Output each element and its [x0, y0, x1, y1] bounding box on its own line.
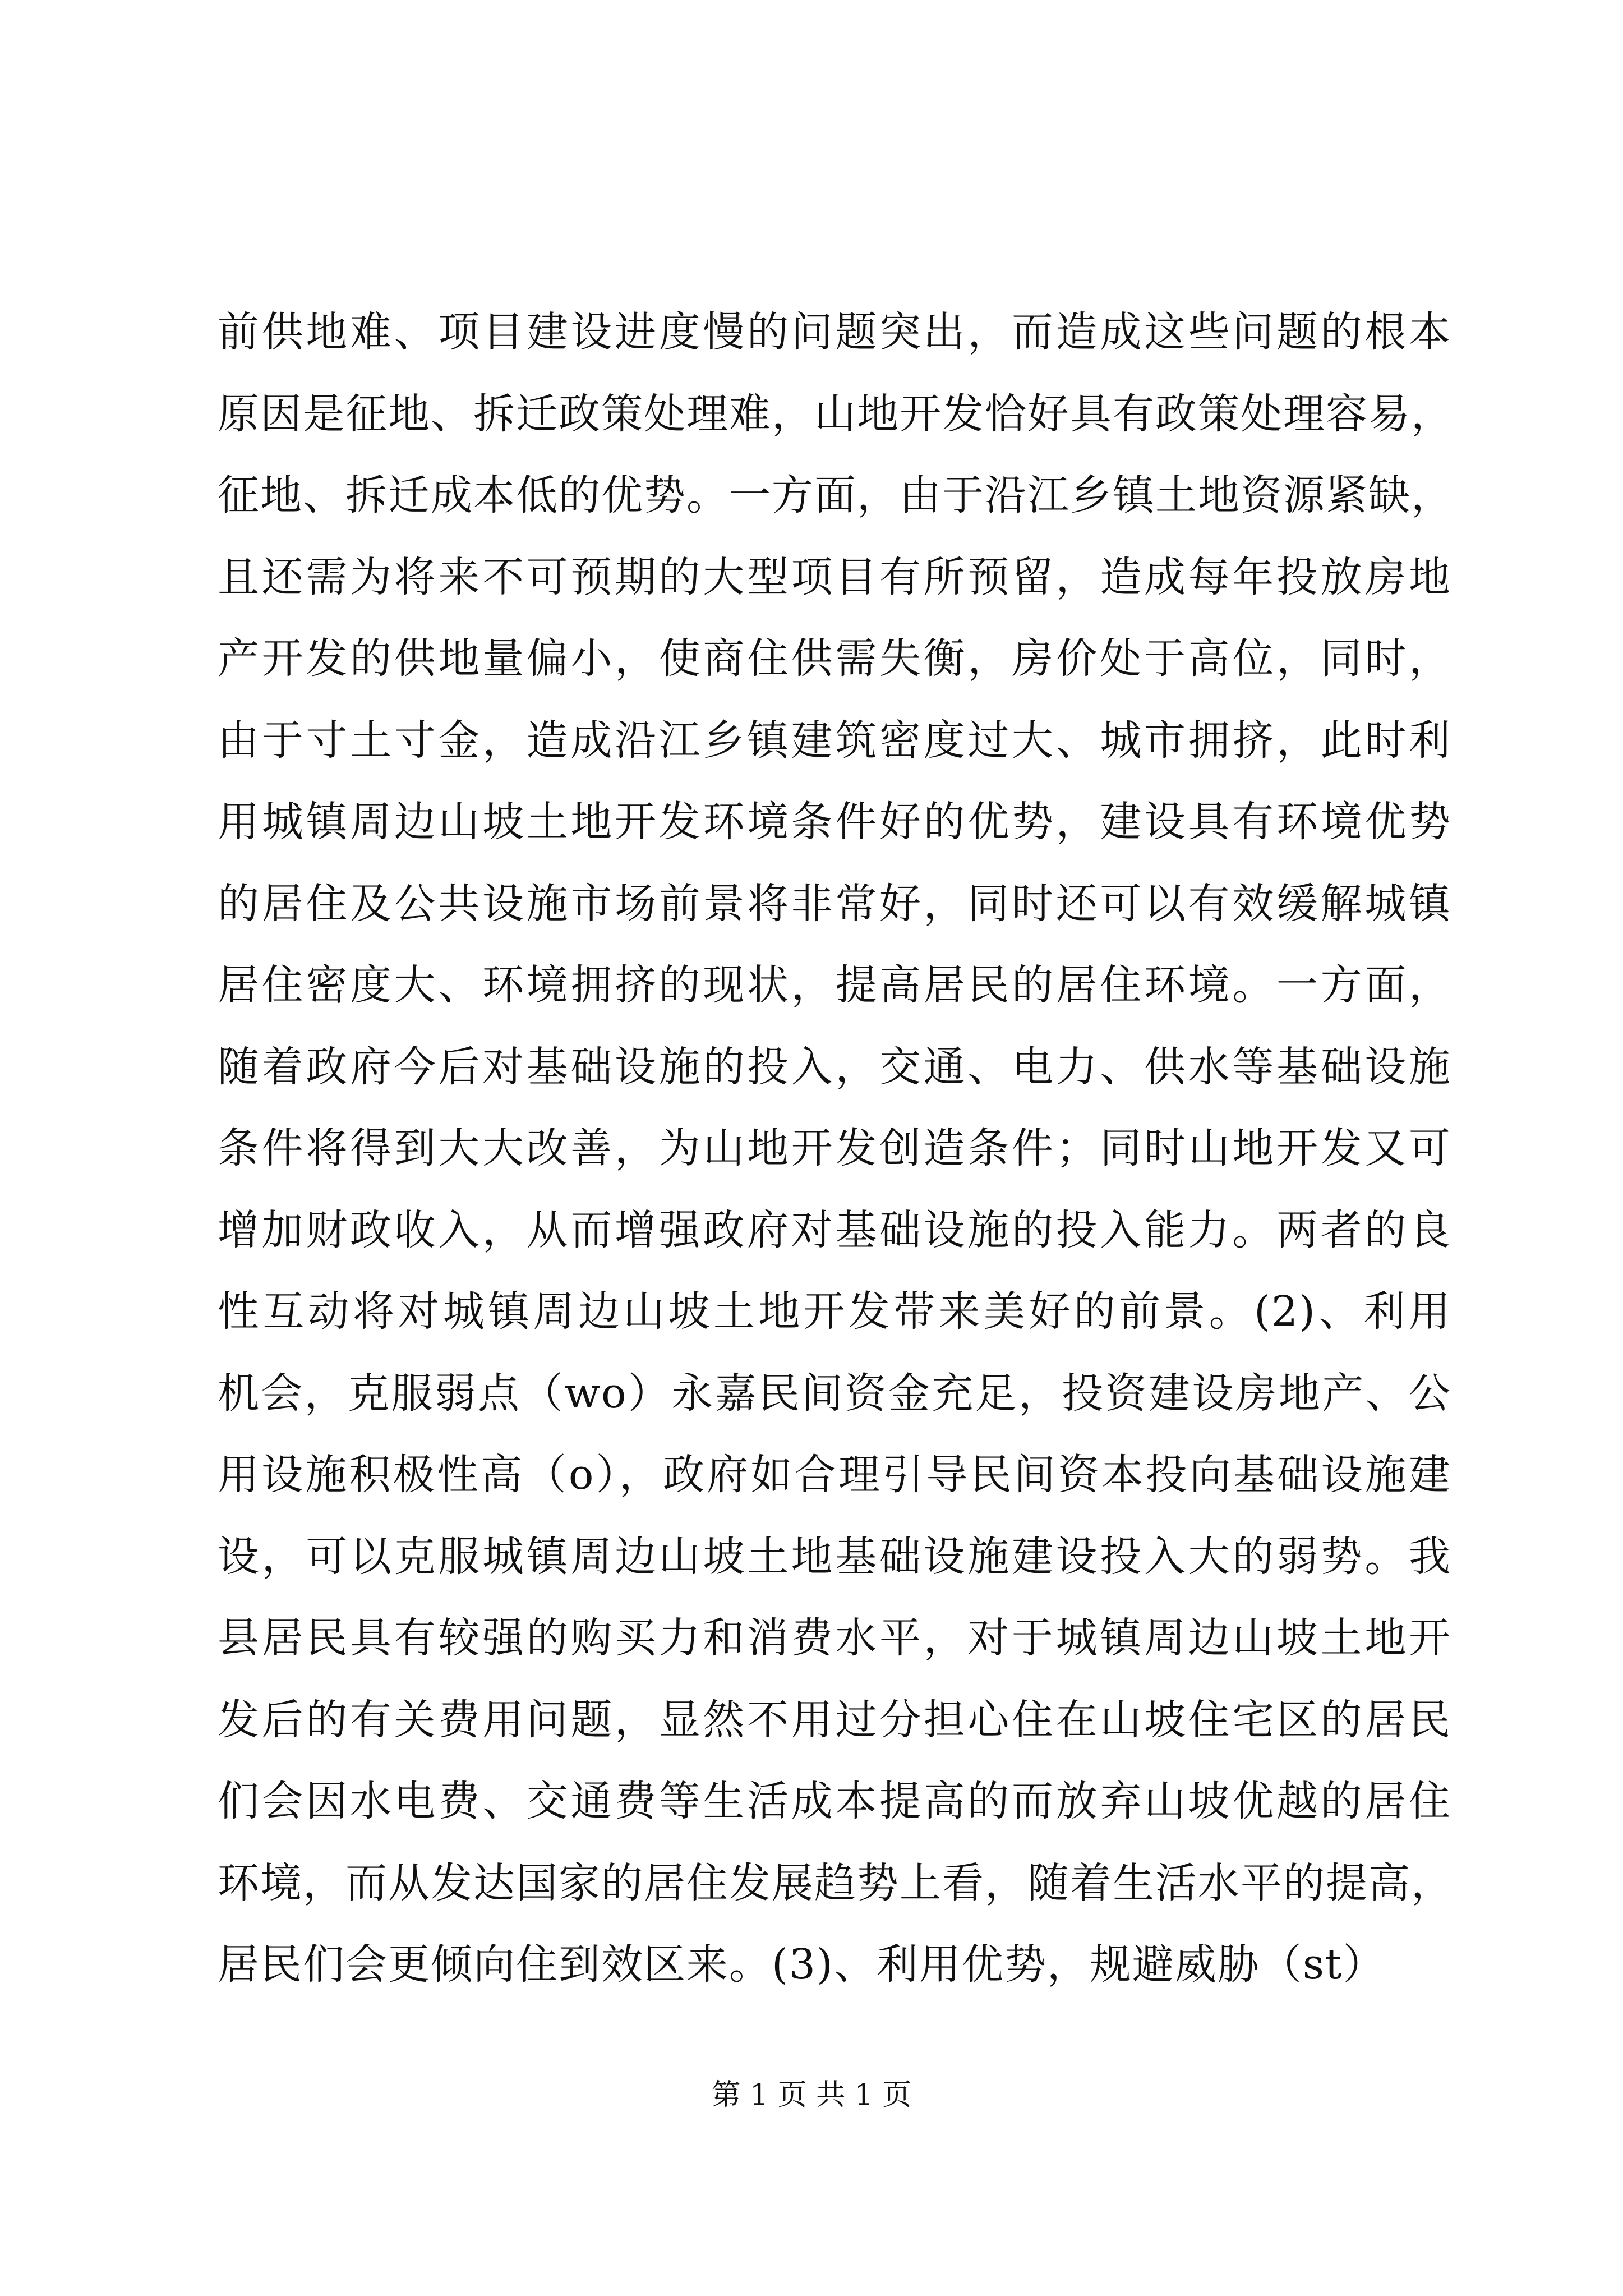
text-line: 且还需为将来不可预期的大型项目有所预留，造成每年投放房地 [218, 553, 1451, 601]
text-line: 用城镇周边山坡土地开发环境条件好的优势，建设具有环境优势 [218, 798, 1451, 846]
text-line: 性互动将对城镇周边山坡土地开发带来美好的前景。(2)、利用 [218, 1287, 1451, 1336]
text-line: 居民们会更倾向住到效区来。(3)、利用优势，规避威胁（st） [218, 1940, 1386, 1989]
page-footer: 第 1 页 共 1 页 [711, 2078, 912, 2112]
text-line: 的居住及公共设施市场前景将非常好，同时还可以有效缓解城镇 [218, 879, 1451, 928]
text-line: 随着政府今后对基础设施的投入，交通、电力、供水等基础设施 [218, 1042, 1451, 1091]
text-line: 机会，克服弱点（wo）永嘉民间资金充足，投资建设房地产、公 [218, 1369, 1451, 1418]
text-line: 前供地难、项目建设进度慢的问题突出，而造成这些问题的根本 [218, 308, 1451, 356]
body-text [218, 292, 1454, 2006]
text-line: 环境，而从发达国家的居住发展趋势上看，随着生活水平的提高， [218, 1858, 1454, 1907]
text-line: 条件将得到大大改善，为山地开发创造条件；同时山地开发又可 [218, 1124, 1451, 1172]
text-line: 县居民具有较强的购买力和消费水平，对于城镇周边山坡土地开 [218, 1614, 1451, 1662]
text-line: 由于寸土寸金，造成沿江乡镇建筑密度过大、城市拥挤，此时利 [218, 716, 1451, 765]
text-line: 发后的有关费用问题，显然不用过分担心住在山坡住宅区的居民 [218, 1695, 1451, 1744]
text-line: 用设施积极性高（o），政府如合理引导民间资本投向基础设施建 [218, 1451, 1451, 1499]
text-line: 原因是征地、拆迁政策处理难，山地开发恰好具有政策处理容易， [218, 389, 1454, 438]
text-line: 设，可以克服城镇周边山坡土地基础设施建设投入大的弱势。我 [218, 1532, 1451, 1581]
text-line: 产开发的供地量偏小，使商住供需失衡，房价处于高位，同时， [218, 634, 1451, 683]
text-line: 们会因水电费、交通费等生活成本提高的而放弃山坡优越的居住 [218, 1777, 1451, 1825]
text-line: 增加财政收入，从而增强政府对基础设施的投入能力。两者的良 [218, 1205, 1451, 1254]
text-line: 征地、拆迁成本低的优势。一方面，由于沿江乡镇土地资源紧缺， [218, 471, 1454, 519]
text-line: 居住密度大、环境拥挤的现状，提高居民的居住环境。一方面， [218, 961, 1451, 1009]
